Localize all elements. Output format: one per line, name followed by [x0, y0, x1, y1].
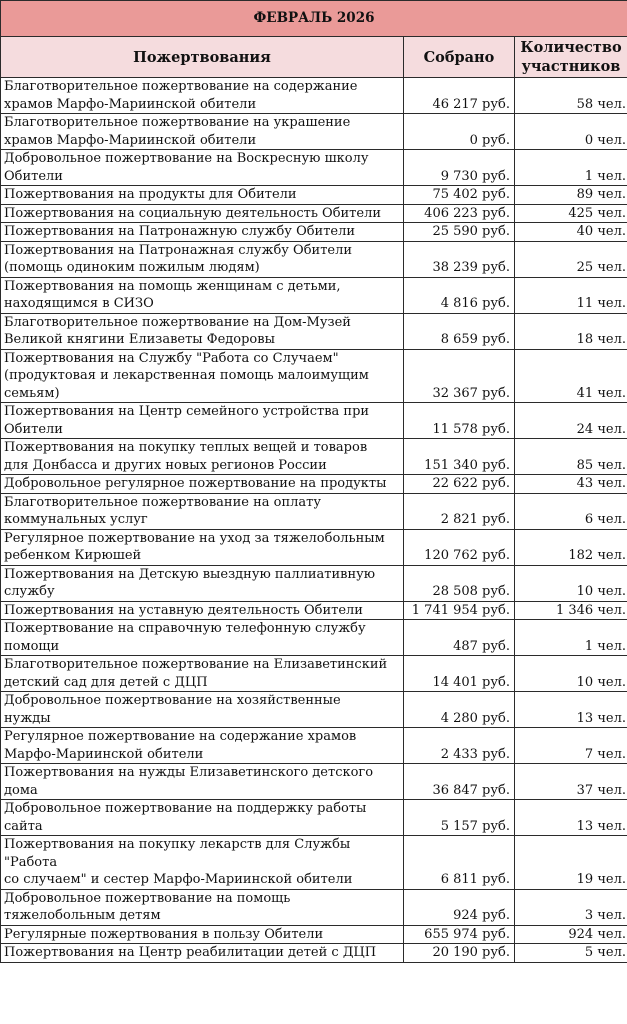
donation-name-line: Регулярные пожертвования в пользу Обители [4, 926, 324, 942]
donation-name-line: Благотворительное пожертвование на оплату [4, 494, 321, 510]
donation-name [1, 313, 404, 349]
donation-name-line: Пожертвования на Службу "Работа со Случаем" [4, 350, 339, 366]
donation-name-line: нужды [4, 710, 51, 726]
header-participants [515, 37, 627, 78]
table-row [1, 601, 627, 620]
donation-name-line: Пожертвования на социальную деятельность Обители [4, 205, 381, 221]
participants-count: 924 чел. [515, 925, 627, 944]
collected-amount: 36 847 руб. [404, 764, 515, 800]
donation-name-line: дома [4, 782, 38, 798]
table-row [1, 114, 627, 150]
donation-name-line: Добровольное регулярное пожертвование на продукты [4, 476, 387, 491]
donation-name-line: семьям) [4, 385, 60, 401]
donation-name [1, 277, 404, 313]
table-row [1, 223, 627, 242]
participants-count: 1 чел. [515, 620, 627, 656]
participants-count: 3 чел. [515, 889, 627, 925]
table-row [1, 78, 627, 114]
collected-amount: 0 руб. [404, 114, 515, 150]
donation-name [1, 925, 404, 944]
donation-name [1, 204, 404, 223]
donation-name [1, 656, 404, 692]
donation-name-line: Регулярное пожертвование на содержание храмов [4, 729, 357, 744]
donation-name-line: Добровольное пожертвование на Воскресную школу [4, 151, 369, 166]
collected-amount: 14 401 руб. [404, 656, 515, 692]
table-body [1, 78, 627, 963]
collected-amount: 32 367 руб. [404, 349, 515, 403]
table-row [1, 150, 627, 186]
header-participants-line2: участников [521, 58, 621, 75]
collected-amount: 2 821 руб. [404, 493, 515, 529]
collected-amount: 75 402 руб. [404, 186, 515, 205]
donation-name [1, 114, 404, 150]
participants-count: 25 чел. [515, 241, 627, 277]
participants-count: 58 чел. [515, 78, 627, 114]
table-row [1, 439, 627, 475]
donation-name-line: (помощь одиноким пожилым людям) [4, 260, 260, 275]
donation-name-line: помощи [4, 638, 60, 654]
participants-count: 425 чел. [515, 204, 627, 223]
participants-count: 89 чел. [515, 186, 627, 205]
donation-name-line: сайта [4, 818, 43, 834]
donation-name-line: детский сад для детей с ДЦП [4, 674, 208, 690]
donation-name-line: Марфо-Мариинской обители [4, 746, 204, 762]
donation-name-line: коммунальных услуг [4, 512, 148, 527]
collected-amount: 4 280 руб. [404, 692, 515, 728]
donation-name-line: Пожертвования на покупку теплых вещей и товаров [4, 440, 368, 455]
table-row [1, 313, 627, 349]
participants-count: 13 чел. [515, 692, 627, 728]
table-row [1, 349, 627, 403]
table-row [1, 728, 627, 764]
donation-name-line: Пожертвование на справочную телефонную службу [4, 621, 366, 636]
donation-name-line: Благотворительное пожертвование на украшение [4, 115, 351, 130]
donation-name [1, 800, 404, 836]
donation-name [1, 601, 404, 620]
table-row [1, 656, 627, 692]
collected-amount: 8 659 руб. [404, 313, 515, 349]
table-row [1, 925, 627, 944]
header-donations: Пожертвования [1, 37, 404, 78]
donation-name [1, 836, 404, 890]
donation-name-line: Добровольное пожертвование на поддержку работы [4, 801, 367, 816]
collected-amount: 25 590 руб. [404, 223, 515, 242]
collected-amount: 151 340 руб. [404, 439, 515, 475]
collected-amount: 28 508 руб. [404, 565, 515, 601]
donation-name-line: Благотворительное пожертвование на Елизаветинский [4, 657, 388, 672]
table-row [1, 692, 627, 728]
collected-amount: 20 190 руб. [404, 944, 515, 963]
table-row [1, 800, 627, 836]
collected-amount: 655 974 руб. [404, 925, 515, 944]
donation-name [1, 241, 404, 277]
donation-name [1, 349, 404, 403]
donation-name [1, 78, 404, 114]
table-row [1, 475, 627, 494]
table-row [1, 565, 627, 601]
collected-amount: 1 741 954 руб. [404, 601, 515, 620]
participants-count: 85 чел. [515, 439, 627, 475]
collected-amount: 2 433 руб. [404, 728, 515, 764]
table-row [1, 764, 627, 800]
donation-name-line: Добровольное пожертвование на хозяйственные [4, 693, 341, 708]
participants-count: 6 чел. [515, 493, 627, 529]
table-row [1, 186, 627, 205]
donation-name-line: для Донбасса и других новых регионов России [4, 457, 327, 473]
collected-amount: 487 руб. [404, 620, 515, 656]
donation-name [1, 439, 404, 475]
participants-count: 7 чел. [515, 728, 627, 764]
donation-name [1, 620, 404, 656]
donation-name [1, 692, 404, 728]
donation-name-line: со случаем" и сестер Марфо-Мариинской обители [4, 872, 353, 887]
table-row [1, 204, 627, 223]
donation-name [1, 565, 404, 601]
donation-name [1, 529, 404, 565]
participants-count: 1 346 чел. [515, 601, 627, 620]
participants-count: 24 чел. [515, 403, 627, 439]
collected-amount: 120 762 руб. [404, 529, 515, 565]
donation-name-line: Пожертвования на Детскую выездную паллиативную [4, 566, 376, 582]
donation-name [1, 493, 404, 529]
donation-name-line: Пожертвования на Центр реабилитации детей с ДЦП [4, 945, 377, 960]
participants-count: 41 чел. [515, 349, 627, 403]
collected-amount: 11 578 руб. [404, 403, 515, 439]
donation-name [1, 186, 404, 205]
table-row [1, 493, 627, 529]
participants-count: 40 чел. [515, 223, 627, 242]
donation-name [1, 944, 404, 963]
donation-name-line: Пожертвования на Центр семейного устройства при [4, 404, 370, 419]
participants-count: 10 чел. [515, 656, 627, 692]
donation-name-line: Пожертвования на помощь женщинам с детьми, [4, 278, 341, 294]
table-row [1, 836, 627, 890]
participants-count: 5 чел. [515, 944, 627, 963]
donation-name-line: Регулярное пожертвование на уход за тяжелобольным [4, 530, 385, 546]
donation-name [1, 403, 404, 439]
participants-count: 19 чел. [515, 836, 627, 890]
collected-amount: 38 239 руб. [404, 241, 515, 277]
donation-name-line: храмов Марфо-Мариинской обители [4, 132, 257, 148]
donation-name-line: Благотворительное пожертвование на содержание [4, 79, 358, 94]
table-row [1, 944, 627, 963]
table-row [1, 620, 627, 656]
participants-count: 13 чел. [515, 800, 627, 836]
header-collected: Собрано [404, 37, 515, 78]
table-row [1, 889, 627, 925]
donation-name-line: Пожертвования на Патронажная службу Обители [4, 242, 353, 258]
participants-count: 11 чел. [515, 277, 627, 313]
table-row [1, 277, 627, 313]
donation-name-line: ребенком Кирюшей [4, 548, 142, 563]
donation-name-line: Пожертвования на уставную деятельность Обители [4, 602, 363, 618]
table-row [1, 403, 627, 439]
participants-count: 37 чел. [515, 764, 627, 800]
table-row [1, 529, 627, 565]
donation-name-line: Пожертвования на покупку лекарств для Службы [4, 837, 351, 852]
donation-name-line: храмов Марфо-Мариинской обители [4, 96, 257, 112]
collected-amount: 22 622 руб. [404, 475, 515, 494]
donation-name-line: Пожертвования на продукты для Обители [4, 187, 297, 202]
collected-amount: 46 217 руб. [404, 78, 515, 114]
participants-count: 18 чел. [515, 313, 627, 349]
donation-name-line: Пожертвования на нужды Елизаветинского детского [4, 765, 374, 780]
donation-name [1, 764, 404, 800]
donation-name-line: Пожертвования на Патронажную службу Обители [4, 224, 356, 239]
donation-name [1, 223, 404, 242]
donation-name [1, 475, 404, 494]
collected-amount: 5 157 руб. [404, 800, 515, 836]
participants-count: 43 чел. [515, 475, 627, 494]
donation-name [1, 728, 404, 764]
report-title: ФЕВРАЛЬ 2026 [1, 1, 627, 37]
table-row [1, 241, 627, 277]
donation-name-line: находящимся в СИЗО [4, 296, 154, 311]
donation-name-line: тяжелобольным детям [4, 908, 161, 923]
donation-name-line: Обители [4, 168, 63, 184]
donation-name-line: Обители [4, 421, 63, 437]
donation-name-line: Добровольное пожертвование на помощь [4, 890, 291, 906]
participants-count: 182 чел. [515, 529, 627, 565]
donation-name-line: Благотворительное пожертвование на Дом-Музей [4, 314, 351, 330]
participants-count: 10 чел. [515, 565, 627, 601]
collected-amount: 6 811 руб. [404, 836, 515, 890]
donation-name-line: "Работа [4, 854, 58, 870]
donation-name-line: (продуктовая и лекарственная помощь малоимущим [4, 368, 369, 383]
title-row [1, 1, 627, 37]
collected-amount: 4 816 руб. [404, 277, 515, 313]
donation-name [1, 150, 404, 186]
donation-name-line: Великой княгини Елизаветы Федоровы [4, 332, 275, 347]
collected-amount: 406 223 руб. [404, 204, 515, 223]
donation-name [1, 889, 404, 925]
donation-name-line: службу [4, 584, 55, 599]
participants-count: 1 чел. [515, 150, 627, 186]
header-row [1, 37, 627, 78]
collected-amount: 924 руб. [404, 889, 515, 925]
collected-amount: 9 730 руб. [404, 150, 515, 186]
header-participants-line1: Количество [520, 39, 622, 56]
participants-count: 0 чел. [515, 114, 627, 150]
